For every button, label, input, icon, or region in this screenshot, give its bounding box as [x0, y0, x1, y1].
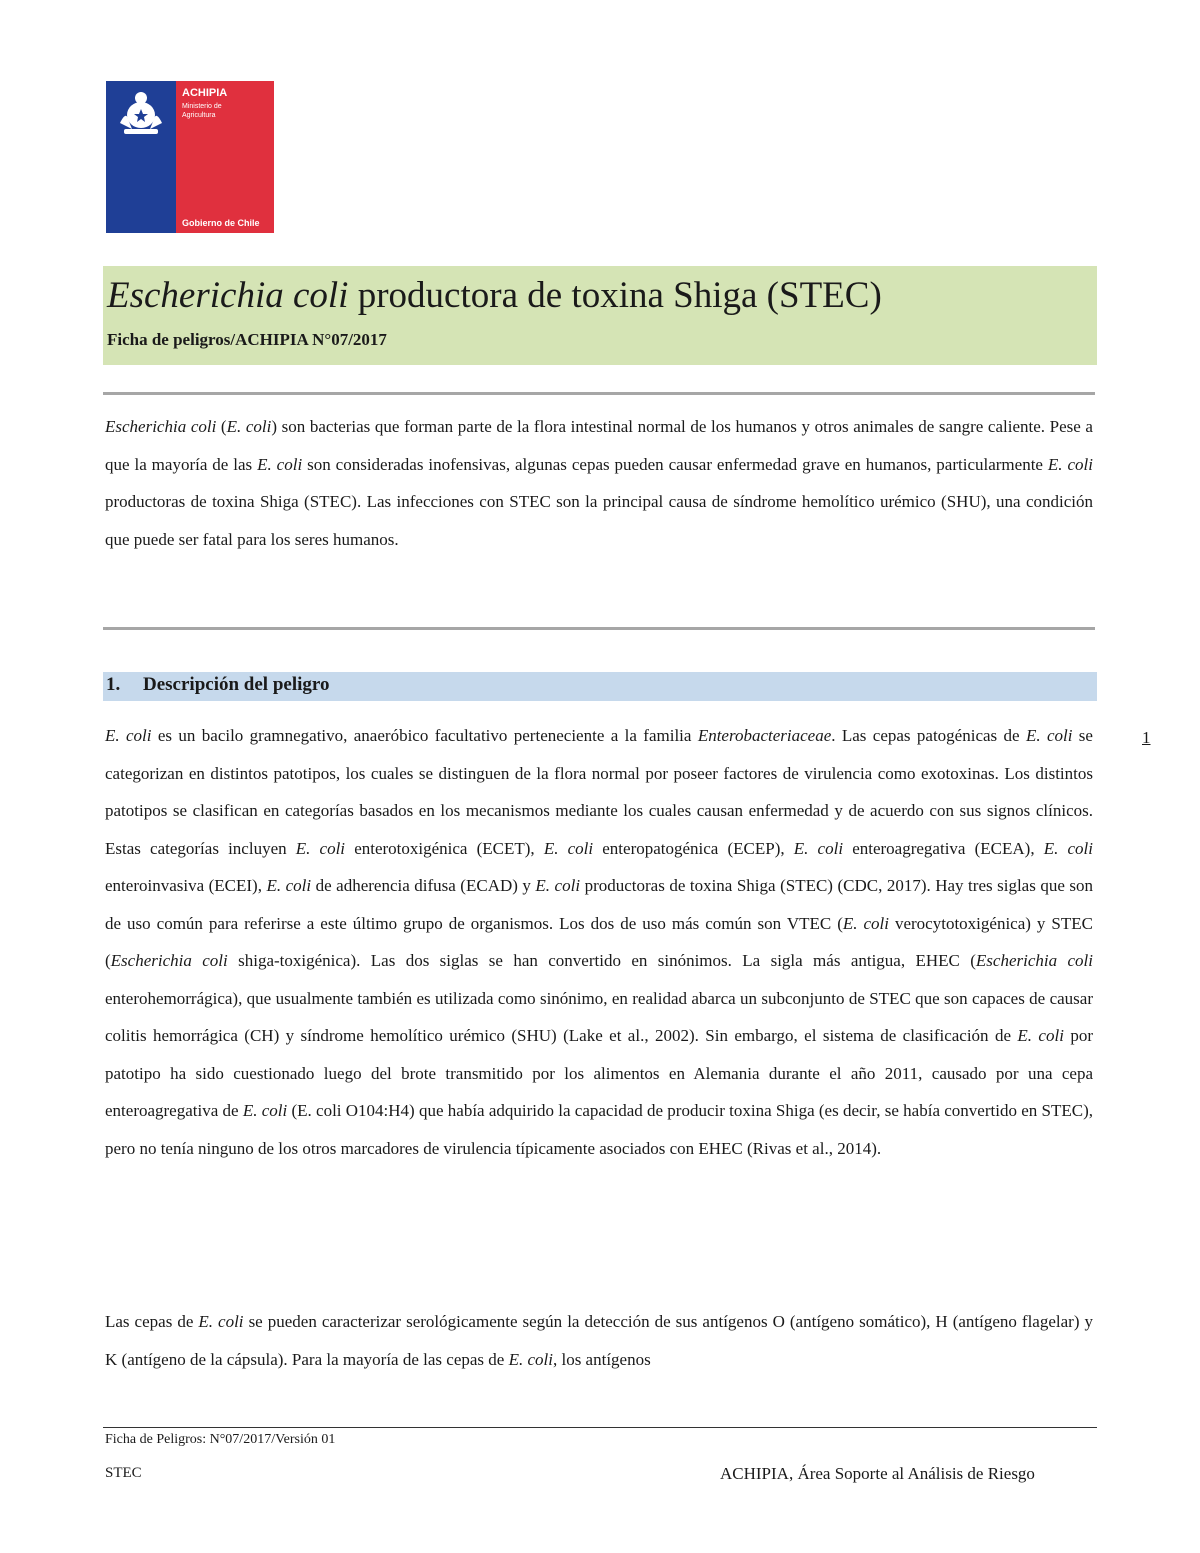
- section-heading-band: [103, 672, 1097, 701]
- section-number: 1.: [106, 674, 121, 695]
- italic-term: E. coli: [198, 1312, 244, 1331]
- italic-term: E. coli: [295, 838, 346, 858]
- italic-term: E. coli: [1043, 838, 1093, 858]
- italic-term: E. coli: [242, 1101, 288, 1120]
- italic-term: E. coli: [266, 876, 312, 895]
- logo-blue-panel: [106, 81, 176, 233]
- italic-term: Escherichia coli: [110, 951, 228, 970]
- intro-paragraph: Escherichia coli (E. coli) son bacterias que forman parte de la flora intestinal normal de los humanos y otros animales de sangre caliente. Pese a que la mayoría de las E. coli son consideradas inofensivas, algunas cepas pueden causar enfermedad grave en humanos, particularmente E. coli productoras de toxina Shiga (STEC). Las infecciones con STEC son la principal causa de síndrome hemolítico urémico (SHU), una condición que puede ser fatal para los seres humanos.: [105, 417, 1093, 549]
- italic-term: Escherichia coli: [975, 951, 1093, 970]
- italic-term: E. coli: [535, 876, 581, 895]
- italic-term: E. coli: [793, 838, 844, 858]
- document-subtitle: Ficha de peligros/ACHIPIA N°07/2017: [107, 330, 387, 349]
- footer-department: ACHIPIA, Área Soporte al Análisis de Riesgo: [720, 1464, 1035, 1483]
- logo-org: ACHIPIA: [182, 87, 228, 99]
- achipia-logo: [106, 81, 274, 233]
- italic-term: E. coli: [543, 838, 594, 858]
- italic-term: Enterobacteriaceae: [697, 726, 832, 745]
- italic-term: E. coli: [1025, 726, 1073, 745]
- coat-of-arms-icon: [114, 89, 168, 137]
- italic-term: Escherichia coli: [105, 417, 217, 436]
- italic-term: E. coli: [842, 913, 889, 933]
- divider-top: [103, 392, 1095, 395]
- logo-red-panel: [176, 81, 274, 233]
- title-band: [103, 266, 1097, 365]
- italic-term: E. coli: [1047, 454, 1093, 474]
- section-paragraph-2: Las cepas de E. coli se pueden caracterizar serológicamente según la detección de sus antígenos O (antígeno somático), H (antígeno flagelar) y K (antígeno de la cápsula). Para la mayoría de las cepas de E. coli, los antígenos: [105, 1312, 1093, 1369]
- italic-term: E. coli: [257, 454, 303, 474]
- footer-reference: Ficha de Peligros: N°07/2017/Versión 01: [105, 1432, 336, 1447]
- logo-ministry: Ministerio de Agricultura: [182, 103, 222, 119]
- footer-topic: STEC: [105, 1465, 142, 1481]
- italic-term: E. coli: [105, 726, 152, 745]
- divider-bottom: [103, 627, 1095, 630]
- title-rest: productora de toxina Shiga (STEC): [348, 275, 882, 316]
- italic-term: E. coli: [1017, 1026, 1064, 1045]
- page-marker-link[interactable]: 1: [1142, 728, 1151, 747]
- italic-term: E. coli: [508, 1349, 553, 1369]
- section-heading: [106, 674, 329, 696]
- section-heading-text: Descripción del peligro: [143, 674, 330, 695]
- logo-government: Gobierno de Chile: [182, 218, 260, 228]
- title-italic: Escherichia coli: [107, 275, 349, 316]
- section-paragraph-1: E. coli es un bacilo gramnegativo, anaeróbico facultativo perteneciente a la familia Enterobacteriaceae. Las cepas patogénicas de E. coli se categorizan en distintos patotipos, los cuales se distinguen de la flora normal por poseer factores de virulencia como exotoxinas. Los distintos patotipos se clasifican en categorías basados en los mecanismos mediante los cuales causan enfermedad y de acuerdo con sus signos clínicos. Estas categorías incluyen E. coli enterotoxigénica (ECET), E. coli enteropatogénica (ECEP), E. coli enteroagregativa (ECEA), E. coli enteroinvasiva (ECEI), E. coli de adherencia difusa (ECAD) y E. coli productoras de toxina Shiga (STEC) (CDC, 2017). Hay tres siglas que son de uso común para referirse a este último grupo de organismos. Los dos de uso más común son VTEC (E. coli verocytotoxigénica) y STEC (Escherichia coli shiga-toxigénica). Las dos siglas se han convertido en sinónimos. La sigla más antigua, EHEC (Escherichia coli enterohemorrágica), que usualmente también es utilizada como sinónimo, en realidad abarca un subconjunto de STEC que son capaces de causar colitis hemorrágica (CH) y síndrome hemolítico urémico (SHU) (Lake et al., 2002). Sin embargo, el sistema de clasificación de E. coli por patotipo ha sido cuestionado luego del brote transmitido por los alimentos en Alemania durante el año 2011, causado por una cepa enteroagregativa de E. coli (E. coli O104:H4) que había adquirido la capacidad de producir toxina Shiga (es decir, se había convertido en STEC), pero no tenía ninguno de los otros marcadores de virulencia típicamente asociados con EHEC (Rivas et al., 2014).: [105, 726, 1093, 1158]
- page-title: [107, 274, 882, 318]
- footer-divider: [103, 1427, 1097, 1428]
- italic-term: E. coli: [226, 417, 272, 436]
